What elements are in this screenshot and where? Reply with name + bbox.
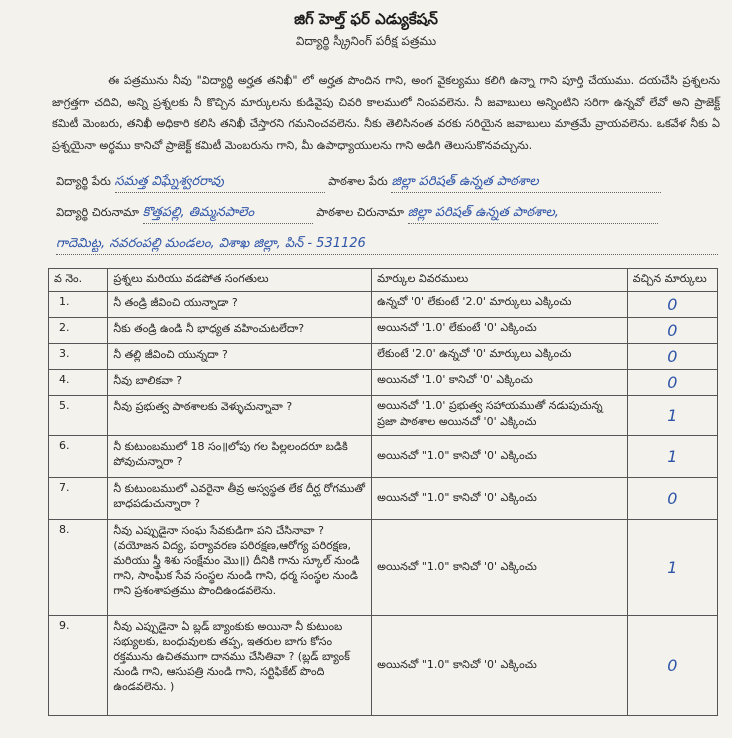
table-row bbox=[49, 344, 718, 370]
row-mark[interactable]: 0 bbox=[627, 344, 717, 370]
table-row bbox=[49, 616, 718, 716]
table-row bbox=[49, 436, 718, 478]
row-number: 7. bbox=[49, 478, 108, 520]
row-question: నీవు ఎప్పుడైనా ఏ బ్లడ్ బ్యాంకుకు అయినా నీ కుటుంబ సభ్యులకు, బంధువులకు తప్ప, ఇతరుల బాగు కోసం రక్తమును ఉచితముగా దానము చేసితివా ? (బ్లడ్ బ్యాంక్ నుండి గాని, ఆసుపత్రి నుండి గాని, సర్టిఫికేట్ పొంది ఉండవలెను. ) bbox=[108, 616, 372, 716]
school-name-value: జిల్లా పరిషత్ ఉన్నత పాఠశాల bbox=[391, 174, 539, 189]
row-mark[interactable]: 1 bbox=[627, 520, 717, 616]
table-row bbox=[49, 318, 718, 344]
row-rule: లేకుంటే '2.0' ఉన్నచో '0' మార్కులు ఎక్కించు bbox=[372, 344, 628, 370]
table-row bbox=[49, 292, 718, 318]
page-title: జిగ్ హెల్త్ ఫర్ ఎడ్యుకేషన్ bbox=[294, 10, 438, 28]
address-line-2 bbox=[56, 236, 718, 255]
row-question: నీ కుటుంబములో 18 సం॥లోపు గల పిల్లలందరూ బడికి పోవుచున్నారా ? bbox=[108, 436, 372, 478]
row-rule: అయినచో "1.0" కానిచో '0' ఎక్కించు bbox=[372, 478, 628, 520]
row-rule: ఉన్నచో '0' లేకుంటే '2.0' మార్కులు ఎక్కించు bbox=[372, 292, 628, 318]
student-address-value: కొత్తపల్లి, తిమ్మనపాలెం bbox=[142, 205, 255, 220]
row-number: 2. bbox=[49, 318, 108, 344]
address-row bbox=[56, 205, 658, 224]
row-question: నీ తండ్రి జీవించి యున్నాడా ? bbox=[108, 292, 372, 318]
row-question: నీవు ప్రభుత్వ పాఠశాలకు వెళ్ళుచున్నావా ? bbox=[108, 396, 372, 436]
row-mark[interactable]: 0 bbox=[627, 370, 717, 396]
row-rule: అయినచో "1.0" కానిచో '0' ఎక్కించు bbox=[372, 616, 628, 716]
row-question: నీవు బాలికవా ? bbox=[108, 370, 372, 396]
student-address-label: విద్యార్థి చిరునామా bbox=[56, 205, 139, 219]
row-number: 9. bbox=[49, 616, 108, 716]
row-mark[interactable]: 0 bbox=[627, 318, 717, 344]
row-mark[interactable]: 1 bbox=[627, 396, 717, 436]
row-number: 8. bbox=[49, 520, 108, 616]
school-address-value: జిల్లా పరిషత్ ఉన్నత పాఠశాల, bbox=[407, 205, 559, 220]
header-serial: వ నెం. bbox=[49, 269, 108, 292]
page-subtitle: విద్యార్థి స్క్రీనింగ్ పరీక్ష పత్రము bbox=[295, 34, 437, 48]
header-mark: వచ్చిన మార్కులు bbox=[627, 269, 717, 292]
screening-table bbox=[48, 268, 718, 716]
row-question: నీ కుటుంబములో ఎవరైనా తీవ్ర అస్వస్థత లేక దీర్ఘ రోగముతో బాధపడుచున్నారా ? bbox=[108, 478, 372, 520]
row-question: నీ తల్లి జీవించి యున్నదా ? bbox=[108, 344, 372, 370]
row-mark[interactable]: 0 bbox=[627, 478, 717, 520]
row-mark[interactable]: 0 bbox=[627, 292, 717, 318]
table-row bbox=[49, 520, 718, 616]
row-number: 4. bbox=[49, 370, 108, 396]
school-address-label: పాఠశాల చిరునామా bbox=[316, 205, 404, 219]
student-name-label: విద్యార్థి పేరు bbox=[56, 174, 111, 188]
row-rule: అయినచో '1.0' కానిచో '0' ఎక్కించు bbox=[372, 370, 628, 396]
row-rule: అయినచో "1.0" కానిచో '0' ఎక్కించు bbox=[372, 520, 628, 616]
row-question: నీవు ఎప్పుడైనా సంఘ సేవకుడిగా పని చేసినావా ? (వయోజన విద్య, పర్యావరణ పరిరక్షణ,ఆరోగ్య పరిరక్షణ, మరియు స్త్రీ శిశు సంక్షేమం మొ॥) దీనికి గాను స్కూల్ నుండి గాని, సాంఘిక సేవ సంస్థల నుండి గాని, ధర్మ సంస్థల నుండి గాని ప్రశంశాపత్రము పొందిఉండవలెను. bbox=[108, 520, 372, 616]
row-rule: అయినచో '1.0' ప్రభుత్వ సహాయముతో నడుపుచున్న ప్రజా పాఠశాల అయినచో '0' ఎక్కించు bbox=[372, 396, 628, 436]
row-rule: అయినచో "1.0" కానిచో '0' ఎక్కించు bbox=[372, 436, 628, 478]
table-row bbox=[49, 396, 718, 436]
table-header-row bbox=[49, 269, 718, 292]
row-rule: అయినచో '1.0' లేకుంటే '0' ఎక్కించు bbox=[372, 318, 628, 344]
address-line-2-value: గాదెమిట్ట, నవరంపల్లి మండలం, విశాఖ జిల్లా, పిన్ - 531126 bbox=[56, 236, 366, 251]
student-name-row bbox=[56, 174, 661, 193]
school-name-label: పాఠశాల పేరు bbox=[328, 174, 388, 188]
intro-paragraph: ఈ పత్రమును నీవు "విద్యార్థి అర్హత తనిఖీ" లో అర్హత పొందిన గాని, అంగ వైకల్యము కలిగి ఉన్నా గాని పూర్తి చేయుము. దయచేసి ప్రశ్నలను జాగ్రత్తగా చదివి, అన్ని ప్రశ్నలకు నీ కొచ్చిన మార్కులను కుడివైపు చివరి కాలములో నింపవలెను. నీ జవాబులు అన్నింటిని సరిగా ఉన్నవో లేవో అని ప్రాజెక్ట్ కమిటీ మెంబరు, తనిఖీ అధికారి కలిసి తనిఖీ చేస్తారని గమనించవలెను. నీకు తెలిసినంత వరకు సరియైన జవాబులు మాత్రమే వ్రాయవలెను. ఒకవేళ నీకు ఏ ప్రశ్నయైనా అర్థము కానిచో ప్రాజెక్ట్ కమిటీ మెంబరును గాని, మీ ఉపాధ్యాయులను గాని అడిగి తెలుసుకొనవచ్చును. bbox=[52, 74, 720, 152]
row-number: 5. bbox=[49, 396, 108, 436]
header-question: ప్రశ్నలు మరియు వడపోత సంగతులు bbox=[108, 269, 372, 292]
table-row bbox=[49, 370, 718, 396]
row-number: 3. bbox=[49, 344, 108, 370]
row-number: 6. bbox=[49, 436, 108, 478]
table-row bbox=[49, 478, 718, 520]
row-number: 1. bbox=[49, 292, 108, 318]
student-name-value: సమత్త విఘ్నేశ్వరరావు bbox=[114, 174, 224, 189]
row-mark[interactable]: 1 bbox=[627, 436, 717, 478]
header-rule: మార్కుల వివరములు bbox=[372, 269, 628, 292]
row-mark[interactable]: 0 bbox=[627, 616, 717, 716]
row-question: నీకు తండ్రి ఉండి నీ భాధ్యత వహించుటలేదా? bbox=[108, 318, 372, 344]
